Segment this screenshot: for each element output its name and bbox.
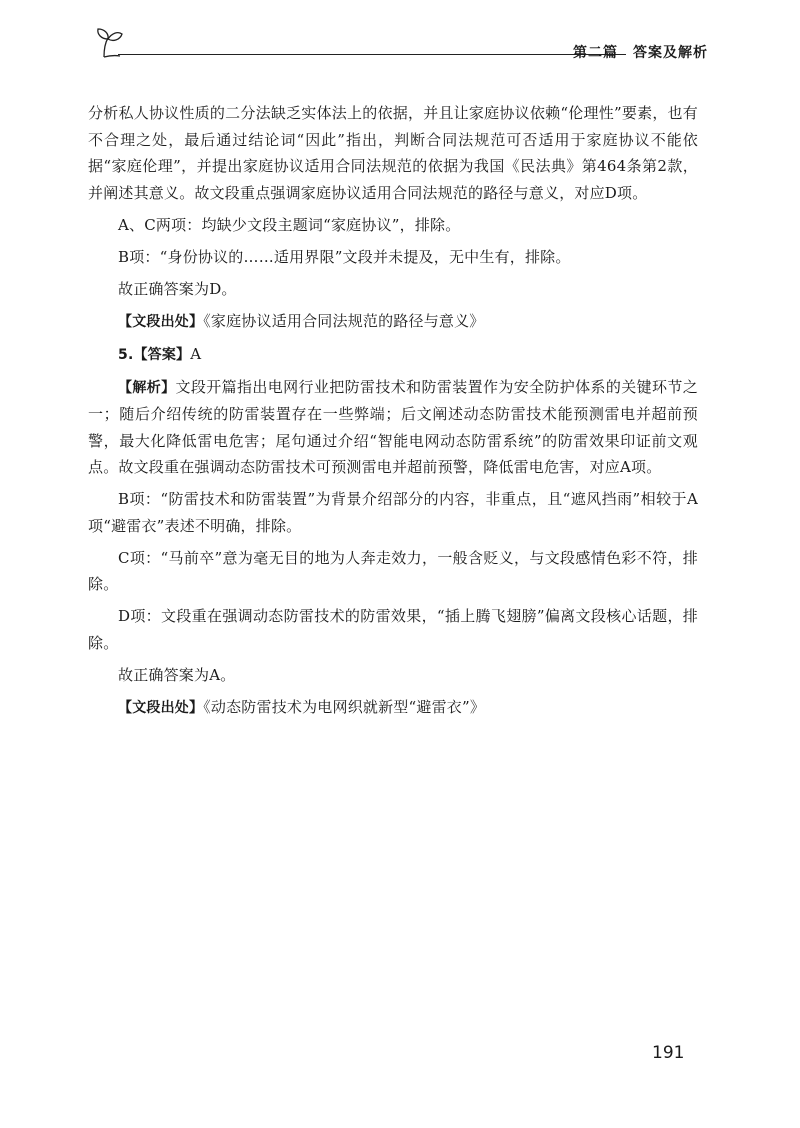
source-line-2 [88,694,698,722]
paragraph-text: 故正确答案为A。 [118,665,236,684]
paragraph-4 [88,276,698,303]
source-title: 《家庭协议适用合同法规范的路径与意义》 [203,311,485,330]
paragraph-text: B项：“身份协议的……适用界限”文段并未提及，无中生有，排除。 [118,247,571,266]
analysis-label: 【解析】 [118,379,176,396]
paragraph-3 [88,244,698,271]
paragraph-2 [88,212,698,239]
answer-label: 5.【答案】 [118,346,191,363]
option-c-paragraph [88,545,698,598]
paragraph-1 [88,100,698,206]
answer-line-5 [88,341,698,369]
page-number: 191 [652,1043,685,1063]
running-header [88,26,708,66]
paragraph-text: B项：“防雷技术和防雷装置”为背景介绍部分的内容，非重点，且“遮风挡雨”相较于A项“避雷衣”表述不明确，排除。 [88,490,698,535]
sprout-icon [88,26,128,62]
source-label: 【文段出处】 [118,699,204,716]
conclusion-paragraph [88,662,698,689]
page-body [88,100,698,727]
paragraph-text: C项：“马前卒”意为毫无目的地为人奔走效力，一般含贬义，与文段感情色彩不符，排除。 [88,548,698,593]
paragraph-text: 故正确答案为D。 [118,279,237,298]
paragraph-text: A、C两项：均缺少文段主题词“家庭协议”，排除。 [118,215,461,234]
paragraph-text: 分析私人协议性质的二分法缺乏实体法上的依据，并且让家庭协议依赖“伦理性”要素，也有不合理之处，最后通过结论词“因此”指出，判断合同法规范可否适用于家庭协议不能依据“家庭伦理”，并提出家庭协议适用合同法规范的依据为我国《民法典》第464条第2款，并阐述其意义。故文段重点强调家庭协议适用合同法规范的路径与意义，对应D项。 [88,104,698,202]
option-d-paragraph [88,603,698,656]
analysis-paragraph [88,374,698,481]
option-b-paragraph [88,486,698,539]
header-title: 第二篇 答案及解析 [573,45,708,61]
source-label: 【文段出处】 [118,313,204,330]
paragraph-text: 文段开篇指出电网行业把防雷技术和防雷装置作为安全防护体系的关键环节之一；随后介绍传统的防雷装置存在一些弊端；后文阐述动态防雷技术能预测雷电并超前预警，最大化降低雷电危害；尾句通过介绍“智能电网动态防雷系统”的防雷效果印证前文观点。故文段重在强调动态防雷技术可预测雷电并超前预警，降低雷电危害，对应A项。 [88,377,698,476]
source-title: 《动态防雷技术为电网织就新型“避雷衣”》 [203,697,486,716]
header-rule [118,54,626,55]
paragraph-text: D项：文段重在强调动态防雷技术的防雷效果，“插上腾飞翅膀”偏离文段核心话题，排除。 [88,607,698,652]
answer-value: A [190,344,202,363]
source-line-1 [88,308,698,336]
